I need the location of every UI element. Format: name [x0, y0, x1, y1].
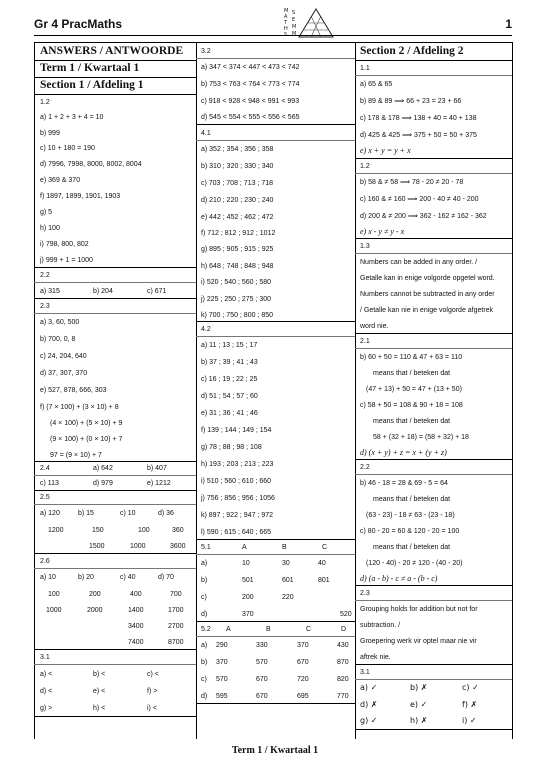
answer-cell: 870: [337, 659, 349, 666]
q-5-2-head: 5.2: [201, 626, 211, 633]
answer-line: c) 178 & 178 ⟹ 138 + 40 = 40 + 138: [360, 115, 477, 122]
answer-line: word nie.: [360, 323, 389, 330]
answer-cell: 330: [256, 642, 268, 649]
q-3-1-head: 3.1: [40, 654, 50, 661]
answer-cell: c) 10: [120, 510, 136, 517]
answer-line: (4 × 100) + (5 × 10) + 9: [50, 420, 123, 427]
answer-line: f) 1897, 1899, 1901, 1903: [40, 193, 121, 200]
answer-cell: a) 642: [93, 465, 113, 472]
answer-line: b) 999: [40, 130, 60, 137]
answer-line: h) 648 ; 748 ; 848 ; 948: [201, 263, 274, 270]
answer-cell: 670: [256, 693, 268, 700]
answer-line: d) 200 & ≠ 200 ⟹ 362 - 162 ≠ 162 - 362: [360, 213, 487, 220]
q-3-1b-head: 3.1: [360, 669, 370, 676]
answer-cell: 3600: [170, 543, 186, 550]
answer-cell: b) 204: [93, 288, 113, 295]
answer-cell: d) ✗: [360, 700, 378, 709]
answer-cell: d) 36: [158, 510, 174, 517]
answer-cell: h) <: [93, 705, 106, 712]
answer-cell: 40: [318, 560, 326, 567]
answer-cell: 220: [282, 594, 294, 601]
q-2-3-head: 2.3: [40, 303, 50, 310]
answer-line: f) (7 × 100) + (3 × 10) + 8: [40, 404, 119, 411]
answer-line: a) 65 & 65: [360, 81, 393, 88]
q-1-2b-head: 1.2: [360, 163, 370, 170]
answer-cell: 1200: [48, 527, 64, 534]
answer-cell: 601: [282, 577, 294, 584]
answer-line: i) 798, 800, 802: [40, 241, 89, 248]
q-1-2-head: 1.2: [40, 99, 50, 106]
answer-line: (120 - 40) - 20 ≠ 120 - (40 - 20): [366, 560, 463, 567]
answer-cell: 2000: [87, 607, 103, 614]
col-border-right: [512, 42, 513, 739]
answer-line: k) 897 ; 922 ; 947 ; 972: [201, 512, 273, 519]
answer-line: Getalle kan in enige volgorde opgetel word.: [360, 275, 495, 282]
answer-line: a) 1 + 2 + 3 + 4 = 10: [40, 114, 104, 121]
answer-line: j) 999 + 1 = 1000: [40, 257, 93, 264]
answer-line: i) 510 ; 560 ; 610 ; 660: [201, 478, 272, 485]
answer-cell: b) 407: [147, 465, 167, 472]
answer-cell: 200: [89, 591, 101, 598]
answer-line: (63 - 23) - 18 ≠ 63 - (23 - 18): [366, 512, 455, 519]
answer-cell: 200: [242, 594, 254, 601]
triangle-icon: [298, 8, 334, 38]
answer-cell: 100: [48, 591, 60, 598]
answer-line: g) 78 ; 88 ; 98 ; 108: [201, 444, 262, 451]
section1-title: Section 1 / Afdeling 1: [40, 79, 144, 91]
answer-cell: 670: [256, 676, 268, 683]
answer-cell: 570: [216, 676, 228, 683]
answer-line: d) 7996, 7998, 8000, 8002, 8004: [40, 161, 142, 168]
answer-line: c) 16 ; 19 ; 22 ; 25: [201, 376, 258, 383]
col-head: B: [282, 544, 287, 551]
answer-line: / Getalle kan nie in enige volgorde afgetrek: [360, 307, 494, 314]
answer-line: Grouping holds for addition but not for: [360, 606, 478, 613]
row-label: d): [201, 611, 208, 618]
answer-cell: c) ✓: [462, 683, 479, 692]
answer-line: b) 46 - 18 = 28 & 69 - 5 = 64: [360, 480, 448, 487]
answer-line: h) 193 ; 203 ; 213 ; 223: [201, 461, 274, 468]
answer-line: d) (x + y) + z = x + (y + z): [360, 448, 447, 457]
answer-line: g) 5: [40, 209, 53, 216]
row-label: b): [201, 577, 208, 584]
answer-line: h) 100: [40, 225, 60, 232]
answer-cell: a) 120: [40, 510, 60, 517]
answer-cell: 370: [216, 659, 228, 666]
answer-cell: 801: [318, 577, 330, 584]
answer-cell: g) >: [40, 705, 53, 712]
col-head: A: [242, 544, 247, 551]
header-rule: [34, 35, 512, 36]
answer-line: b) 753 < 763 < 764 < 773 < 774: [201, 81, 300, 88]
answer-cell: 1000: [130, 543, 146, 550]
q-5-1-head: 5.1: [201, 544, 211, 551]
q-2-1-head: 2.1: [360, 338, 370, 345]
answer-line: c) 80 - 20 = 60 & 120 - 20 = 100: [360, 528, 460, 535]
answer-cell: a) ✓: [360, 683, 378, 692]
row-label: a): [201, 560, 208, 567]
answer-cell: e) <: [93, 688, 106, 695]
answer-cell: 370: [242, 611, 254, 618]
answer-cell: c) 671: [147, 288, 167, 295]
row-label: d): [201, 693, 208, 700]
answer-cell: f) >: [147, 688, 158, 695]
answer-line: j) 225 ; 250 ; 275 ; 300: [201, 296, 272, 303]
answer-line: b) 700, 0, 8: [40, 336, 76, 343]
answer-line: d) 51 ; 54 ; 57 ; 60: [201, 393, 258, 400]
q-2-5-head: 2.5: [40, 494, 50, 501]
row-label: c): [201, 594, 207, 601]
answer-line: f) 139 ; 144 ; 149 ; 154: [201, 427, 272, 434]
answer-line: i) 520 ; 540 ; 560 ; 580: [201, 279, 272, 286]
answer-cell: 700: [170, 591, 182, 598]
answer-line: 97 = (9 × 10) + 7: [50, 452, 102, 459]
answer-cell: i) <: [147, 705, 157, 712]
answer-line: d) 37, 307, 370: [40, 370, 88, 377]
answer-line: d) 425 & 425 ⟹ 375 + 50 = 50 + 375: [360, 132, 477, 139]
answer-cell: 400: [130, 591, 142, 598]
answer-line: e) 442 ; 452 ; 462 ; 472: [201, 214, 274, 221]
answer-line: c) 24, 204, 640: [40, 353, 87, 360]
answer-cell: a) 315: [40, 288, 60, 295]
answer-line: c) 160 & ≠ 160 ⟹ 200 - 40 ≠ 40 - 200: [360, 196, 479, 203]
answers-title: ANSWERS / ANTWOORDE: [40, 45, 184, 57]
col-head: C: [322, 544, 328, 551]
answer-cell: 30: [282, 560, 290, 567]
answer-line: j) 756 ; 856 ; 956 ; 1056: [201, 495, 275, 502]
answer-line: a) 347 < 374 < 447 < 473 < 742: [201, 64, 300, 71]
answer-cell: 1700: [168, 607, 184, 614]
answer-line: (47 + 13) + 50 = 47 + (13 + 50): [366, 386, 462, 393]
answer-cell: 595: [216, 693, 228, 700]
answer-cell: b) 15: [78, 510, 94, 517]
answer-cell: b) 20: [78, 574, 94, 581]
answer-cell: 7400: [128, 639, 144, 646]
col-head: C: [306, 626, 312, 633]
answer-cell: 150: [92, 527, 104, 534]
q-1-1-head: 1.1: [360, 65, 370, 72]
answer-line: e) 31 ; 36 ; 41 ; 46: [201, 410, 258, 417]
answer-line: a) 11 ; 13 ; 15 ; 17: [201, 342, 258, 349]
answer-cell: 430: [337, 642, 349, 649]
answer-line: b) 310 ; 320 ; 330 ; 340: [201, 163, 274, 170]
term-title: Term 1 / Kwartaal 1: [40, 62, 140, 74]
answer-line: aftrek nie.: [360, 654, 391, 661]
col-head: A: [226, 626, 231, 633]
maths-logo: M A T H S S E M M: [270, 8, 340, 40]
page-header: [34, 8, 512, 38]
q-4-1-head: 4.1: [201, 130, 211, 137]
col-head: D: [341, 626, 347, 633]
section2-title: Section 2 / Afdeling 2: [360, 45, 464, 57]
answer-line: b) 60 + 50 = 110 & 47 + 63 = 110: [360, 354, 463, 361]
answer-cell: 8700: [168, 639, 184, 646]
row-label: a): [201, 642, 208, 649]
q-4-2-head: 4.2: [201, 326, 211, 333]
answer-line: c) 703 ; 708 ; 713 ; 718: [201, 180, 273, 187]
answer-line: b) 58 & ≠ 58 ⟹ 78 - 20 ≠ 20 - 78: [360, 179, 464, 186]
q-3-2-head: 3.2: [201, 48, 211, 55]
answer-line: f) 712 ; 812 ; 912 ; 1012: [201, 230, 276, 237]
col-border-left: [34, 42, 35, 739]
answer-line: 58 + (32 + 18) = (58 + 32) + 18: [373, 434, 469, 441]
answer-line: c) 58 + 50 = 108 & 90 + 18 = 108: [360, 402, 463, 409]
answer-line: c) 10 + 180 = 190: [40, 145, 95, 152]
answer-line: k) 700 ; 750 ; 800 ; 850: [201, 312, 273, 319]
page-number: 1: [505, 17, 512, 31]
answer-cell: 2700: [168, 623, 184, 630]
answer-line: means that / beteken dat: [373, 496, 451, 503]
answer-cell: 520: [340, 611, 352, 618]
q-2-2-head: 2.2: [40, 272, 50, 279]
answer-line: b) 89 & 89 ⟹ 66 + 23 = 23 + 66: [360, 98, 462, 105]
q-1-3-head: 1.3: [360, 243, 370, 250]
answer-line: e) x - y ≠ y - x: [360, 227, 405, 236]
answer-cell: 3400: [128, 623, 144, 630]
answer-line: subtraction. /: [360, 622, 401, 629]
answer-cell: 360: [172, 527, 184, 534]
doc-title: Gr 4 PracMaths: [34, 17, 123, 31]
answer-line: c) 918 < 928 < 948 < 991 < 993: [201, 98, 300, 105]
answer-cell: a) 10: [40, 574, 56, 581]
answer-line: e) x + y = y + x: [360, 146, 411, 155]
answer-cell: 670: [297, 659, 309, 666]
answer-cell: 100: [138, 527, 150, 534]
answer-cell: 695: [297, 693, 309, 700]
answer-cell: 820: [337, 676, 349, 683]
answer-line: Numbers can be added in any order. /: [360, 259, 478, 266]
answer-line: a) 3, 60, 500: [40, 319, 80, 326]
answer-cell: 501: [242, 577, 254, 584]
answer-line: d) 545 < 554 < 555 < 556 < 565: [201, 114, 300, 121]
answer-cell: c) 113: [40, 480, 59, 487]
answer-cell: 10: [242, 560, 250, 567]
q-2-4-head: 2.4: [40, 465, 50, 472]
top-rule: [34, 42, 512, 43]
row-label: b): [201, 659, 208, 666]
answer-cell: 370: [297, 642, 309, 649]
answer-line: g) 895 ; 905 ; 915 ; 925: [201, 246, 274, 253]
answer-cell: b) ✗: [410, 683, 428, 692]
answer-line: a) 352 ; 354 ; 356 ; 358: [201, 146, 274, 153]
answer-cell: g) ✓: [360, 716, 378, 725]
answer-cell: e) 1212: [147, 480, 171, 487]
answer-line: Numbers cannot be subtracted in any order: [360, 291, 495, 298]
answer-cell: d) <: [40, 688, 53, 695]
col-border-2: [355, 42, 356, 739]
answer-line: Groepering werk vir optel maar nie vir: [360, 638, 477, 645]
answer-cell: h) ✗: [410, 716, 428, 725]
answer-cell: 1500: [89, 543, 105, 550]
answer-cell: 290: [216, 642, 228, 649]
answer-cell: 720: [297, 676, 309, 683]
answer-line: means that / beteken dat: [373, 418, 451, 425]
answer-cell: d) 70: [158, 574, 174, 581]
answer-line: d) (a - b) - c ≠ a - (b - c): [360, 574, 438, 583]
answer-line: l) 590 ; 615 ; 640 ; 665: [201, 529, 272, 536]
answer-cell: 570: [256, 659, 268, 666]
answer-cell: c) <: [147, 671, 159, 678]
answer-line: (9 × 100) + (0 × 10) + 7: [50, 436, 123, 443]
answer-cell: c) 40: [120, 574, 136, 581]
answer-line: means that / beteken dat: [373, 544, 451, 551]
q-2-6-head: 2.6: [40, 558, 50, 565]
answer-cell: i) ✓: [462, 716, 477, 725]
answer-line: e) 369 & 370: [40, 177, 81, 184]
col-head: B: [266, 626, 271, 633]
answer-line: d) 210 ; 220 ; 230 ; 240: [201, 197, 274, 204]
answer-cell: d) 979: [93, 480, 113, 487]
answer-cell: 1400: [128, 607, 144, 614]
answer-cell: a) <: [40, 671, 53, 678]
answer-cell: e) ✓: [410, 700, 428, 709]
answer-cell: b) <: [93, 671, 106, 678]
answer-line: b) 37 ; 39 ; 41 ; 43: [201, 359, 258, 366]
answer-line: means that / beteken dat: [373, 370, 451, 377]
q-2-3b-head: 2.3: [360, 590, 370, 597]
answer-cell: 770: [337, 693, 349, 700]
q-2-2b-head: 2.2: [360, 464, 370, 471]
answer-cell: 1000: [46, 607, 62, 614]
answer-line: e) 527, 878, 666, 303: [40, 387, 107, 394]
answer-cell: f) ✗: [462, 700, 478, 709]
page-footer: Term 1 / Kwartaal 1: [231, 745, 319, 756]
row-label: c): [201, 676, 207, 683]
col-border-1: [196, 42, 197, 739]
